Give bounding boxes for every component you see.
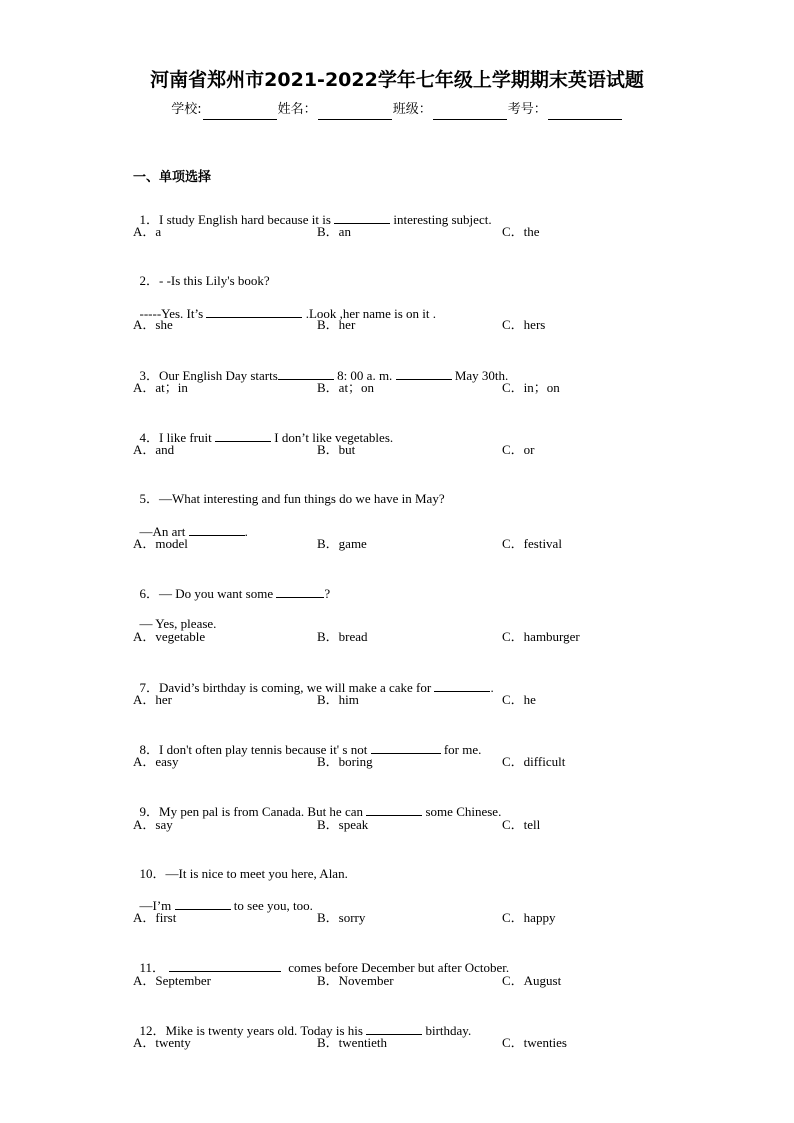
- answer-blank[interactable]: [206, 304, 302, 318]
- option-c[interactable]: C．the: [502, 224, 540, 239]
- option-b[interactable]: B．sorry: [317, 910, 366, 925]
- option-a[interactable]: A．twenty: [133, 1035, 191, 1050]
- option-a[interactable]: A．a: [133, 224, 162, 239]
- number-label: 考号：: [507, 102, 547, 117]
- option-a[interactable]: A．she: [133, 317, 173, 332]
- option-c[interactable]: C．festival: [502, 536, 562, 551]
- number-field[interactable]: [548, 105, 622, 120]
- option-c[interactable]: C．happy: [502, 910, 556, 925]
- answer-blank[interactable]: [434, 678, 490, 692]
- name-field[interactable]: [318, 105, 392, 120]
- option-a[interactable]: A．say: [133, 817, 173, 832]
- option-a[interactable]: A．easy: [133, 754, 179, 769]
- answer-blank[interactable]: [169, 958, 281, 972]
- question-2-reply: -----Yes. It’s .Look ,her name is on it .: [139, 306, 437, 321]
- answer-blank[interactable]: [175, 896, 231, 910]
- question-6: 6．— Do you want some ?: [139, 586, 331, 601]
- class-field[interactable]: [433, 105, 507, 120]
- option-b[interactable]: B．boring: [317, 754, 373, 769]
- question-9: 9．My pen pal is from Canada. But he can some Chinese.: [139, 804, 502, 819]
- option-c[interactable]: C．difficult: [502, 754, 566, 769]
- option-c[interactable]: C．hers: [502, 317, 546, 332]
- answer-blank[interactable]: [371, 740, 441, 754]
- question-4: 4．I like fruit I don’t like vegetables.: [139, 430, 394, 445]
- question-2: 2．- -Is this Lily's book?: [139, 273, 270, 288]
- question-5-reply: —An art .: [139, 524, 248, 539]
- option-a[interactable]: A．her: [133, 692, 172, 707]
- question-3: 3．Our English Day starts 8: 00 a. m. May 30th.: [139, 368, 509, 383]
- option-a[interactable]: A．vegetable: [133, 629, 206, 644]
- option-c[interactable]: C．he: [502, 692, 536, 707]
- option-c[interactable]: C．hamburger: [502, 629, 580, 644]
- option-a[interactable]: A．and: [133, 442, 175, 457]
- answer-blank[interactable]: [189, 522, 245, 536]
- page-title: 河南省郑州市2021-2022学年七年级上学期期末英语试题: [150, 69, 644, 91]
- option-a[interactable]: A．model: [133, 536, 188, 551]
- option-b[interactable]: B．him: [317, 692, 359, 707]
- answer-blank[interactable]: [396, 366, 452, 380]
- name-label: 姓名：: [277, 102, 317, 117]
- option-a[interactable]: A．September: [133, 973, 211, 988]
- question-11: 11． comes before December but after October.: [139, 960, 510, 975]
- option-b[interactable]: B．at；on: [317, 380, 375, 395]
- question-1: 1．I study English hard because it is interesting subject.: [139, 212, 492, 227]
- answer-blank[interactable]: [366, 1021, 422, 1035]
- answer-blank[interactable]: [334, 210, 390, 224]
- question-10-reply: —I’m to see you, too.: [139, 898, 313, 913]
- option-c[interactable]: C．August: [502, 973, 562, 988]
- question-8: 8．I don't often play tennis because it' s not for me.: [139, 742, 482, 757]
- option-c[interactable]: C．tell: [502, 817, 541, 832]
- school-label: 学校:: [171, 102, 202, 117]
- student-info-line: [0, 100, 794, 120]
- class-label: 班级：: [392, 102, 432, 117]
- option-b[interactable]: B．game: [317, 536, 367, 551]
- option-b[interactable]: B．but: [317, 442, 356, 457]
- option-b[interactable]: B．twentieth: [317, 1035, 388, 1050]
- question-5: 5．—What interesting and fun things do we have in May?: [139, 491, 445, 506]
- answer-blank[interactable]: [276, 584, 324, 598]
- option-a[interactable]: A．first: [133, 910, 177, 925]
- section-title: 一、单项选择: [133, 170, 212, 185]
- school-field[interactable]: [203, 105, 277, 120]
- question-7: 7．David’s birthday is coming, we will make a cake for .: [139, 680, 494, 695]
- answer-blank[interactable]: [366, 802, 422, 816]
- option-c[interactable]: C．or: [502, 442, 535, 457]
- option-c[interactable]: C．in；on: [502, 380, 560, 395]
- option-b[interactable]: B．November: [317, 973, 394, 988]
- question-12: 12．Mike is twenty years old. Today is his birthday.: [139, 1023, 472, 1038]
- option-b[interactable]: B．bread: [317, 629, 368, 644]
- option-b[interactable]: B．speak: [317, 817, 369, 832]
- question-10: 10．—It is nice to meet you here, Alan.: [139, 866, 348, 881]
- option-c[interactable]: C．twenties: [502, 1035, 567, 1050]
- answer-blank[interactable]: [215, 428, 271, 442]
- option-a[interactable]: A．at；in: [133, 380, 188, 395]
- option-b[interactable]: B．her: [317, 317, 356, 332]
- question-6-reply: — Yes, please.: [139, 616, 217, 631]
- option-b[interactable]: B．an: [317, 224, 351, 239]
- answer-blank[interactable]: [278, 366, 334, 380]
